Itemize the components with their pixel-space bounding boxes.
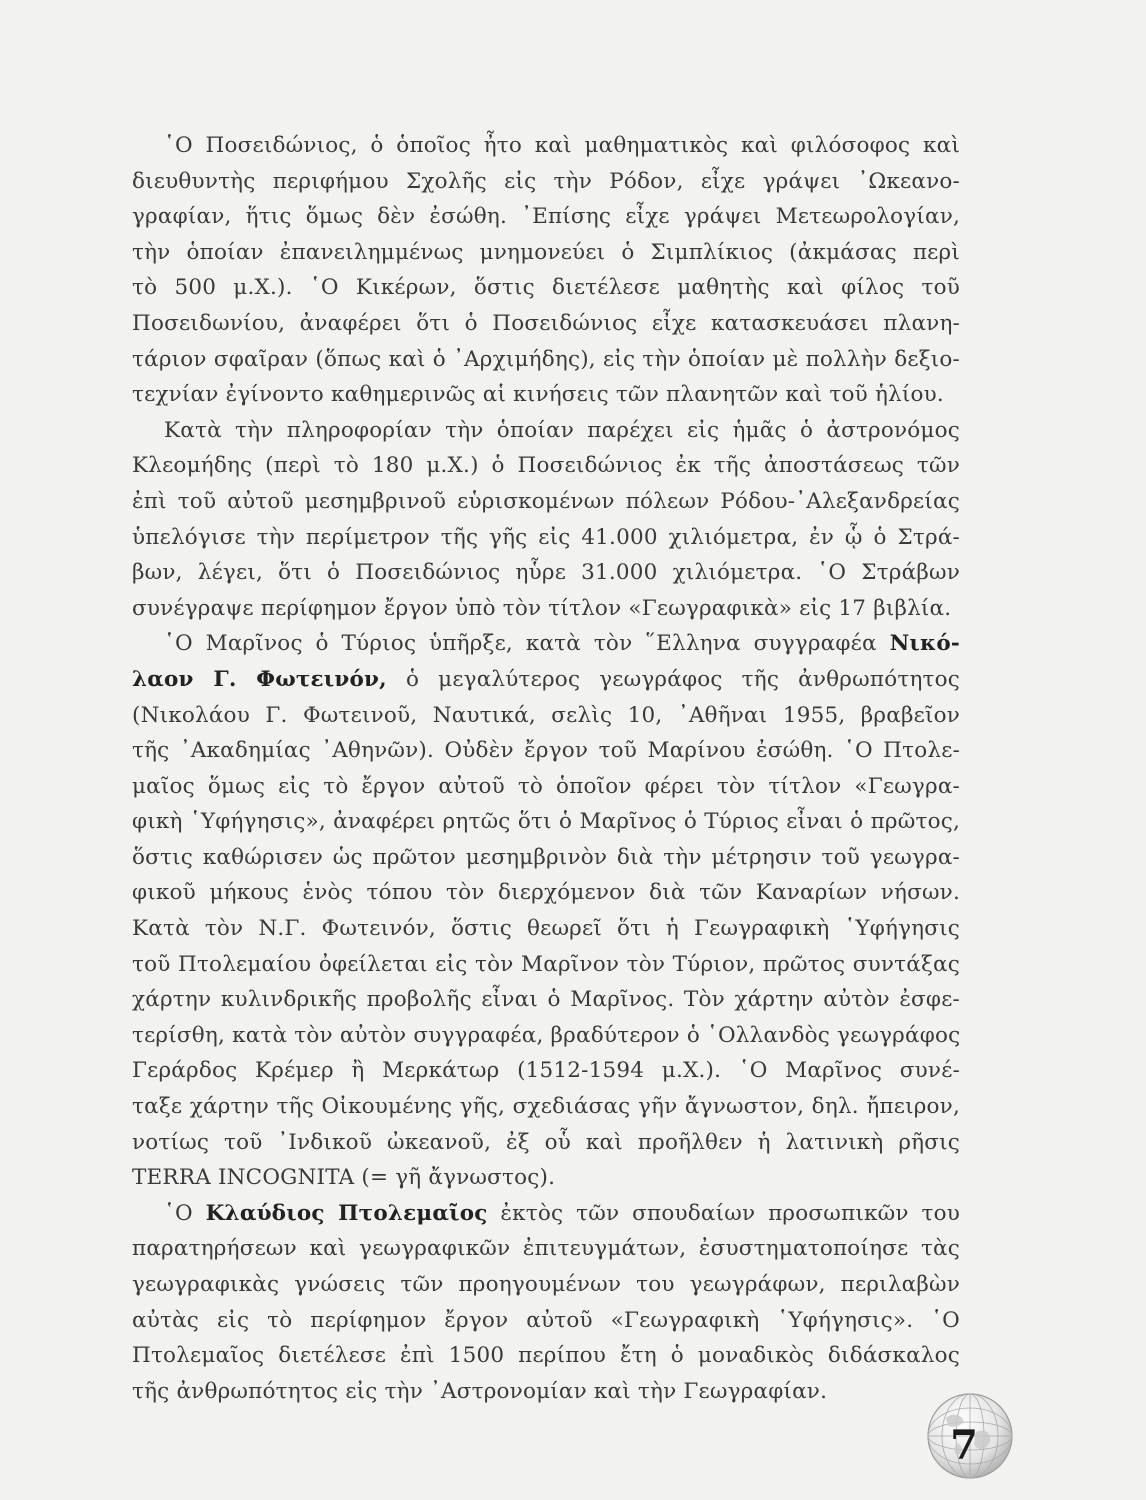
page-number: 7 [950,1422,978,1469]
text-line: τὴν ὁποίαν ἐπανειλημμένως μνημονεύει ὁ Σιμπλίκιος (ἀκμάσας περὶ [132,239,960,265]
text-line: συνέγραψε περίφημον ἔργον ὑπὸ τὸν τίτλον «Γεωγραφικὰ» εἰς 17 βιβλία. [132,595,952,621]
paragraph-1 [132,128,960,413]
text-line: παρατηρήσεων καὶ γεωγραφικῶν ἐπιτευγμάτων, ἐσυστηματοποίησε τὰς [132,1236,960,1262]
text-line: γεωγραφικὰς γνώσεις τῶν προηγουμένων του γεωγράφων, περιλαβὼν [132,1272,960,1297]
text-line: Ποσειδωνίου, ἀναφέρει ὅτι ὁ Ποσειδώνιος εἶχε κατασκευάσει πλανη- [132,310,960,336]
text-run: ἐκτὸς τῶν σπουδαίων προσωπικῶν του [487,1200,961,1226]
text-line: φικοῦ μήκους ἑνὸς τόπου τὸν διερχόμενον διὰ τῶν Καναρίων νήσων. [132,880,960,906]
text-line: διευθυντὴς περιφήμου Σχολῆς εἰς τὴν Ρόδον, εἶχε γράψει ᾽Ωκεανο- [132,168,960,194]
paragraph-4 [132,1196,960,1410]
text-run: ὁ μεγαλύτερος γεωγράφος τῆς ἀνθρωπότητος [386,666,960,692]
text-line [132,626,960,662]
ptolemy-name-bold: Κλαύδιος Πτολεμαῖος [205,1200,488,1226]
text-line [132,662,960,698]
text-run: ῾Ο [164,1200,206,1226]
text-line: ἐπὶ τοῦ αὐτοῦ μεσημβρινοῦ εὑρισκομένων πόλεων Ρόδου-᾽Αλεξανδρείας [132,488,960,514]
text-line: τῆς ἀνθρωπότητος εἰς τὴν ᾽Αστρονομίαν καὶ τὴν Γεωγραφίαν. [132,1378,828,1404]
text-line: νοτίως τοῦ ᾽Ινδικοῦ ὠκεανοῦ, ἐξ οὗ καὶ προῆλθεν ἡ λατινικὴ ρῆσις [132,1129,960,1155]
text-line: τὸ 500 μ.Χ.). ῾Ο Κικέρων, ὅστις διετέλεσε μαθητὴς καὶ φίλος τοῦ [132,275,960,301]
text-line: TERRA INCOGNITA (= γῆ ἄγνωστος). [132,1165,556,1191]
paragraph-3 [132,626,960,1196]
text-line: τοῦ Πτολεμαίου ὀφείλεται εἰς τὸν Μαρῖνον τὸν Τύριον, πρῶτος συντάξας [132,951,960,977]
text-line: τερίσθη, κατὰ τὸν αὐτὸν συγγραφέα, βραδύτερον ὁ ῾Ολλανδὸς γεωγράφος [132,1022,961,1048]
text-line: ῾Ο Ποσειδώνιος, ὁ ὁποῖος ἦτο καὶ μαθηματικὸς καὶ φιλόσοφος καὶ [164,133,960,158]
text-line: ὅστις καθώρισεν ὡς πρῶτον μεσημβρινὸν διὰ τὴν μέτρησιν τοῦ γεωγρα- [132,844,960,870]
text-line: Πτολεμαῖος διετέλεσε ἐπὶ 1500 περίπου ἔτη ὁ μοναδικὸς διδάσκαλος [132,1343,960,1369]
text-line: τῆς ᾽Ακαδημίας ᾽Αθηνῶν). Οὐδὲν ἔργον τοῦ Μαρίνου ἐσώθη. ῾Ο Πτολε- [132,738,960,764]
text-line: ὑπελόγισε τὴν περίμετρον τῆς γῆς εἰς 41.000 χιλιόμετρα, ἐν ᾧ ὁ Στρά- [132,524,960,550]
text-line: φικὴ ῾Υφήγησις», ἀναφέρει ρητῶς ὅτι ὁ Μαρῖνος ὁ Τύριος εἶναι ὁ πρῶτος, [132,809,960,835]
text-line: τεχνίαν ἐγίνοντο καθημερινῶς αἱ κινήσεις τῶν πλανητῶν καὶ τοῦ ἡλίου. [132,382,944,408]
text-line: Κατὰ τὴν πληροφορίαν τὴν ὁποίαν παρέχει εἰς ἡμᾶς ὁ ἀστρονόμος [164,417,960,443]
text-run: ῾Ο Μαρῖνος ὁ Τύριος ὑπῆρξε, κατὰ τὸν ῞Ελληνα συγγραφέα [164,631,890,657]
text-line: γραφίαν, ἥτις ὅμως δὲν ἐσώθη. ᾽Επίσης εἶχε γράψει Μετεωρολογίαν, [132,204,960,230]
text-line: μαῖος ὅμως εἰς τὸ ἔργον αὐτοῦ τὸ ὁποῖον φέρει τὸν τίτλον «Γεωγρα- [132,773,960,799]
text-line: Γεράρδος Κρέμερ ἢ Μερκάτωρ (1512-1594 μ.Χ.). ῾Ο Μαρῖνος συνέ- [132,1058,960,1084]
text-line: τάριον σφαῖραν (ὅπως καὶ ὁ ᾽Αρχιμήδης), εἰς τὴν ὁποίαν μὲ πολλὴν δεξιο- [132,346,960,372]
author-name-bold: Νικό- [889,631,960,657]
text-line: αὐτὰς εἰς τὸ περίφημον ἔργον αὐτοῦ «Γεωγραφικὴ ῾Υφήγησις». ῾Ο [132,1307,960,1333]
text-line: χάρτην κυλινδρικῆς προβολῆς εἶναι ὁ Μαρῖνος. Τὸν χάρτην αὐτὸν ἐσφε- [132,987,960,1013]
text-line: Κλεομήδης (περὶ τὸ 180 μ.Χ.) ὁ Ποσειδώνιος ἐκ τῆς ἀποστάσεως τῶν [132,453,960,479]
text-line [132,1196,960,1232]
paragraph-2 [132,413,960,627]
text-line: Κατὰ τὸν Ν.Γ. Φωτεινόν, ὅστις θεωρεῖ ὅτι ἡ Γεωγραφικὴ ῾Υφήγησις [132,916,960,942]
text-line: βων, λέγει, ὅτι ὁ Ποσειδώνιος ηὗρε 31.000 χιλιόμετρα. ῾Ο Στράβων [132,560,960,586]
author-name-bold: λαον Γ. Φωτεινόν, [132,666,387,692]
text-line: (Νικολάου Γ. Φωτεινοῦ, Ναυτικά, σελὶς 10, ᾽Αθῆναι 1955, βραβεῖον [132,702,960,728]
body-text [132,128,960,1409]
text-line: ταξε χάρτην τῆς Οἰκουμένης γῆς, σχεδιάσας γῆν ἄγνωστον, δηλ. ἤπειρον, [132,1094,960,1120]
